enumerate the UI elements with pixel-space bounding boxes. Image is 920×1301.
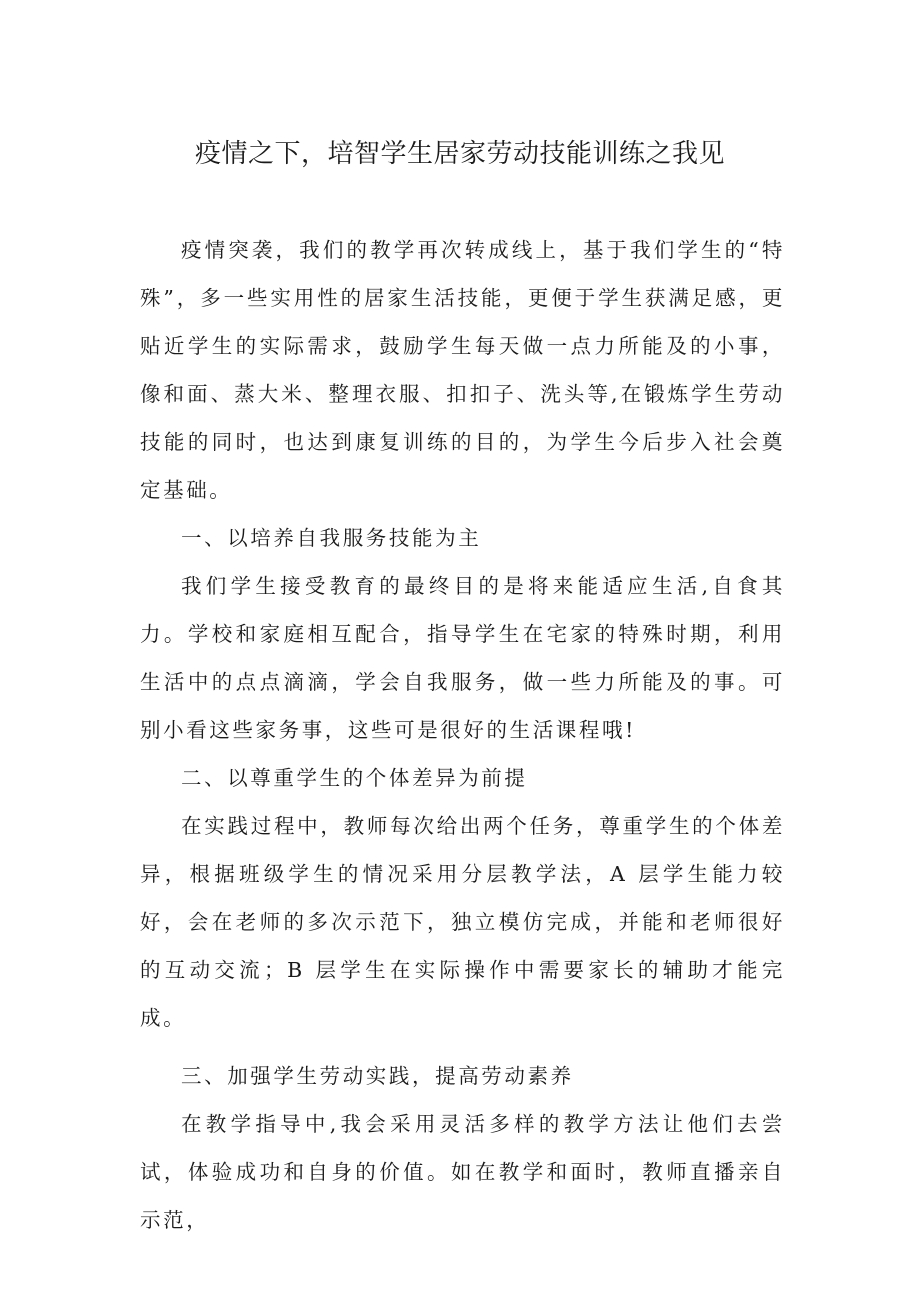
section-2-paragraph: 在实践过程中，教师每次给出两个任务，尊重学生的个体差异，根据班级学生的情况采用分层教学法，A 层学生能力较好，会在老师的多次示范下，独立模仿完成，并能和老师很好的互动交流；B 层学生在实际操作中需要家长的辅助才能完成。: [140, 814, 785, 1030]
document-body: [140, 226, 785, 1244]
section-3-paragraph: 在教学指导中,我会采用灵活多样的教学方法让他们去尝试，体验成功和自身的价值。如在教学和面时，教师直播亲自示范，: [140, 1112, 785, 1232]
section-3-heading: 三、加强学生劳动实践，提高劳动素养: [181, 1064, 574, 1088]
document-title: 疫情之下，培智学生居家劳动技能训练之我见: [194, 139, 725, 169]
section-2-heading: 二、以尊重学生的个体差异为前提: [181, 766, 528, 790]
section-1-heading: 一、以培养自我服务技能为主: [181, 526, 482, 550]
section-gap: [140, 1042, 785, 1052]
intro-paragraph: 疫情突袭，我们的教学再次转成线上，基于我们学生的“特殊”，多一些实用性的居家生活技能，更便于学生获满足感，更贴近学生的实际需求，鼓励学生每天做一点力所能及的小事，像和面、蒸大米、整理衣服、扣扣子、洗头等,在锻炼学生劳动技能的同时，也达到康复训练的目的，为学生今后步入社会奠定基础。: [140, 238, 785, 502]
section-1-paragraph: 我们学生接受教育的最终目的是将来能适应生活,自食其力。学校和家庭相互配合，指导学生在宅家的特殊时期，利用生活中的点点滴滴，学会自我服务，做一些力所能及的事。可别小看这些家务事，这些可是很好的生活课程哦!: [140, 574, 785, 742]
